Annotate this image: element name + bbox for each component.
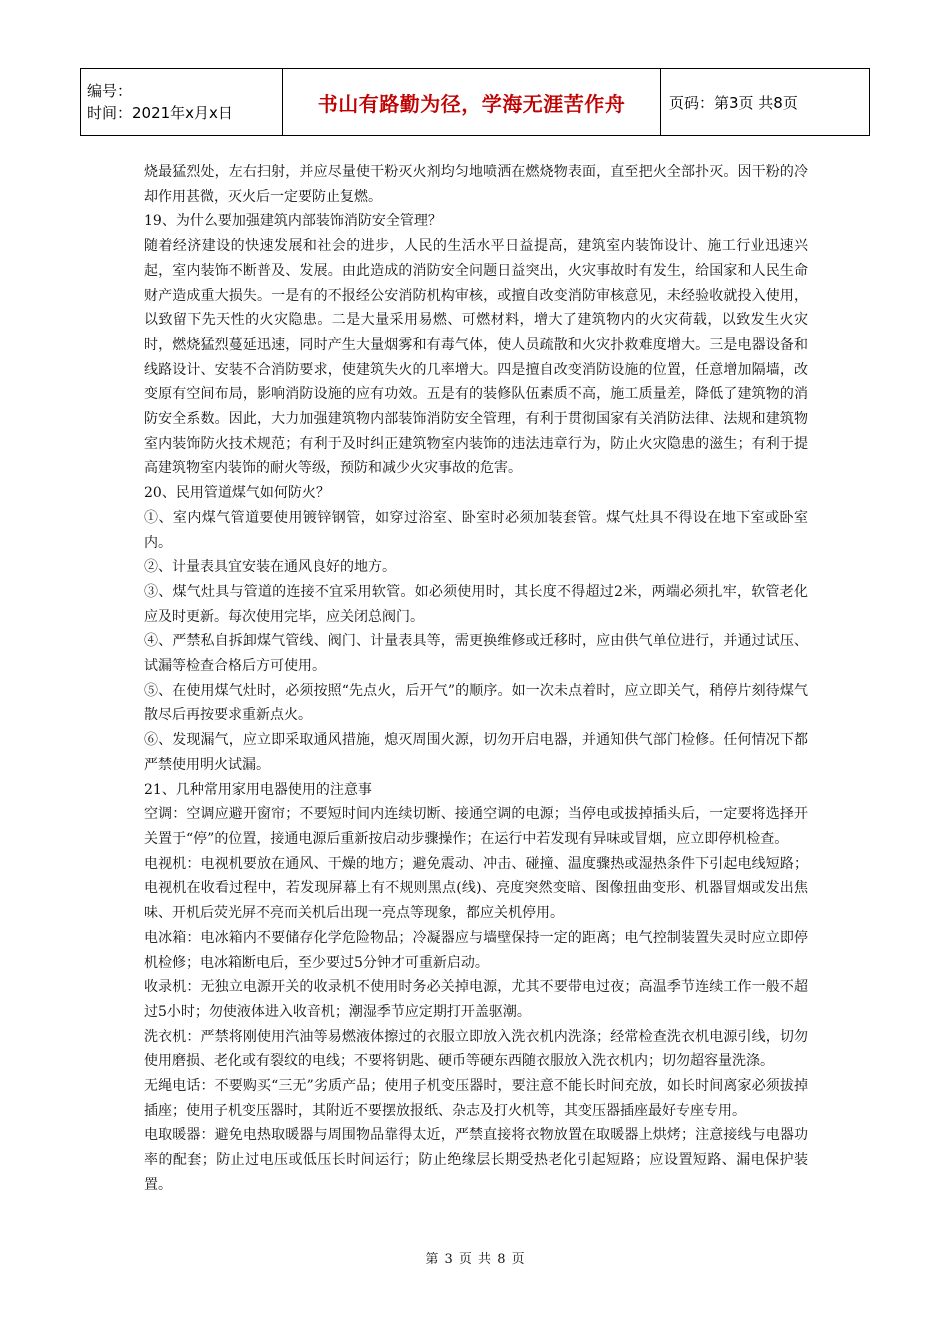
header-meta-cell bbox=[81, 69, 283, 136]
list-item: ③、煤气灶具与管道的连接不宜采用软管。如必须使用时，其长度不得超过2米，两端必须扎牢，软管老化应及时更新。每次使用完毕，应关闭总阀门。 bbox=[144, 583, 808, 625]
document-date-label: 时间：2021年x月x日 bbox=[87, 104, 233, 122]
header-page-label: 页码：第3页 共8页 bbox=[661, 69, 870, 136]
page-footer: 第 3 页 共 8 页 bbox=[425, 1252, 525, 1267]
list-item: ②、计量表具宜安装在通风良好的地方。 bbox=[144, 559, 396, 576]
document-body bbox=[144, 160, 808, 1198]
section-heading-19: 19、为什么要加强建筑内部装饰消防安全管理？ bbox=[144, 213, 442, 230]
section-heading-20: 20、民用管道煤气如何防火？ bbox=[144, 485, 330, 502]
list-item: ⑥、发现漏气，应立即采取通风措施，熄灭周围火源，切勿开启电器，并通知供气部门检修。任何情况下都严禁使用明火试漏。 bbox=[144, 732, 808, 773]
list-item: ④、严禁私自拆卸煤气管线、阀门、计量表具等，需更换维修或迁移时，应由供气单位进行，并通过试压、试漏等检查合格后方可使用。 bbox=[144, 633, 808, 675]
appliance-paragraph: 电视机：电视机要放在通风、干燥的地方；避免震动、冲击、碰撞、温度骤热或湿热条件下引起电线短路；电视机在收看过程中，若发现屏幕上有不规则黑点(线)、亮度突然变暗、图像扭曲变形、机器冒烟或发出焦味、开机后荧光屏不亮而关机后出现一亮点等现象，都应关机停用。 bbox=[144, 855, 808, 922]
document-number-label: 编号： bbox=[87, 82, 133, 100]
appliance-paragraph: 无绳电话：不要购买“三无”劣质产品；使用子机变压器时，要注意不能长时间充放，如长时间离家必须拔掉插座；使用子机变压器时，其附近不要摆放报纸、杂志及打火机等，其变压器插座最好专座专用。 bbox=[144, 1078, 808, 1119]
list-item: ⑤、在使用煤气灶时，必须按照“先点火，后开气”的顺序。如一次未点着时，应立即关气，稍停片刻待煤气散尽后再按要求重新点火。 bbox=[144, 682, 808, 724]
appliance-paragraph: 收录机：无独立电源开关的收录机不使用时务必关掉电源，尤其不要带电过夜；高温季节连续工作一般不超过5小时；勿使液体进入收音机；潮湿季节应定期打开盖驱潮。 bbox=[144, 979, 808, 1020]
appliance-paragraph: 电冰箱：电冰箱内不要储存化学危险物品；冷凝器应与墙壁保持一定的距离；电气控制装置失灵时应立即停机检修；电冰箱断电后，至少要过5分钟才可重新启动。 bbox=[144, 929, 808, 971]
list-item: ①、室内煤气管道要使用镀锌钢管，如穿过浴室、卧室时必须加装套管。煤气灶具不得设在地下室或卧室内。 bbox=[144, 509, 808, 551]
paragraph: 烧最猛烈处，左右扫射，并应尽量使干粉灭火剂均匀地喷洒在燃烧物表面，直至把火全部扑灭。因干粉的冷却作用甚微，灭火后一定要防止复燃。 bbox=[144, 164, 808, 205]
section-heading-21: 21、几种常用家用电器使用的注意事 bbox=[144, 781, 372, 798]
header-motto: 书山有路勤为径，学海无涯苦作舟 bbox=[283, 69, 661, 136]
appliance-paragraph: 电取暖器：避免电热取暖器与周围物品靠得太近，严禁直接将衣物放置在取暖器上烘烤；注意接线与电器功率的配套；防止过电压或低压长时间运行；防止绝缘层长期受热老化引起短路；应设置短路、漏电保护装置。 bbox=[144, 1127, 808, 1193]
header-table bbox=[80, 68, 870, 136]
appliance-paragraph: 空调：空调应避开窗帘；不要短时间内连续切断、接通空调的电源；当停电或拔掉插头后，一定要将选择开关置于“停”的位置，接通电源后重新按启动步骤操作；在运行中若发现有异味或冒烟，应立即停机检查。 bbox=[144, 806, 808, 847]
appliance-paragraph: 洗衣机：严禁将刚使用汽油等易燃液体擦过的衣服立即放入洗衣机内洗涤；经常检查洗衣机电源引线，切勿使用磨损、老化或有裂纹的电线；不要将钥匙、硬币等硬东西随衣服放入洗衣机内；切勿超容量洗涤。 bbox=[144, 1028, 808, 1070]
paragraph: 随着经济建设的快速发展和社会的进步，人民的生活水平日益提高，建筑室内装饰设计、施工行业迅速兴起，室内装饰不断普及、发展。由此造成的消防安全问题日益突出，火灾事故时有发生，给国家和人民生命财产造成重大损失。一是有的不报经公安消防机构审核，或擅自改变消防审核意见，未经验收就投入使用，以致留下先天性的火灾隐患。二是大量采用易燃、可燃材料，增大了建筑物内的火灾荷载，以致发生火灾时，燃烧猛烈蔓延迅速，同时产生大量烟雾和有毒气体，使人员疏散和火灾扑救难度增大。三是电器设备和线路设计、安装不合消防要求，使建筑失火的几率增大。四是擅自改变消防设施的位置，任意增加隔墙，改变原有空间布局，影响消防设施的应有功效。五是有的装修队伍素质不高，施工质量差，降低了建筑物的消防安全系数。因此，大力加强建筑物内部装饰消防安全管理，有利于贯彻国家有关消防法律、法规和建筑物室内装饰防火技术规范；有利于及时纠正建筑物室内装饰的违法违章行为，防止火灾隐患的滋生；有利于提高建筑物室内装饰的耐火等级，预防和减少火灾事故的危害。 bbox=[144, 238, 808, 477]
